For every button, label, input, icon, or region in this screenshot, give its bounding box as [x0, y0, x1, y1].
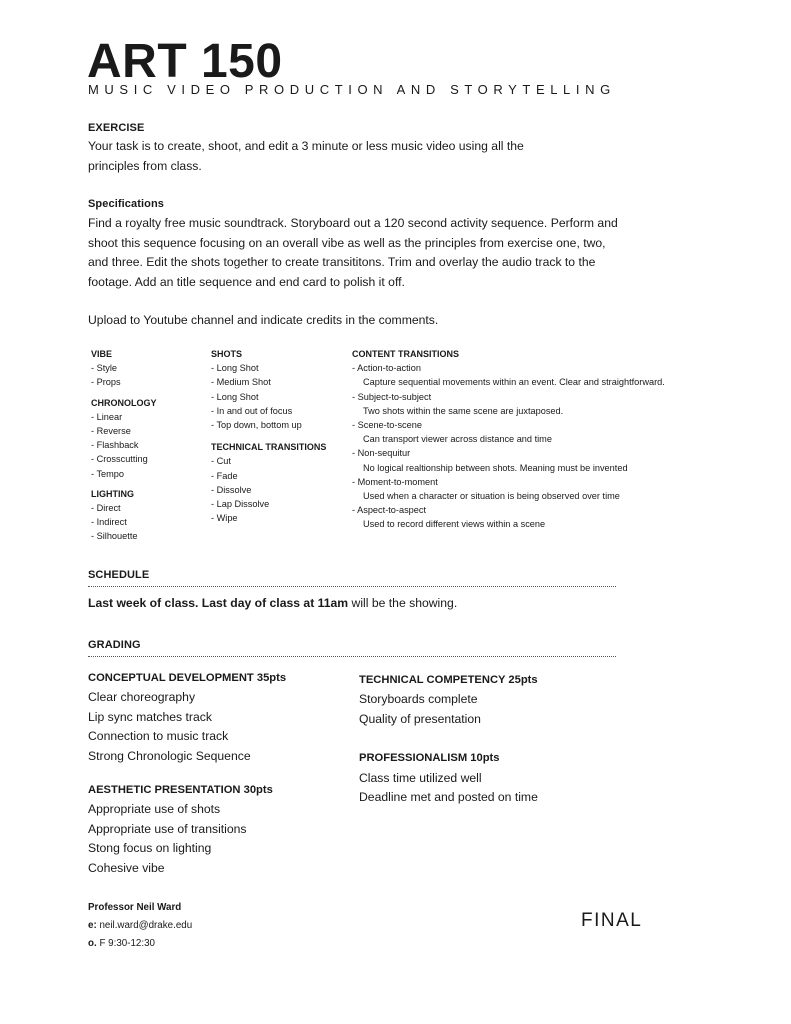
schedule-divider [88, 586, 616, 587]
page-subtitle: MUSIC VIDEO PRODUCTION AND STORYTELLING [88, 82, 616, 97]
list-item: Deadline met and posted on time [359, 790, 538, 805]
professor-office-hours: F 9:30-12:30 [99, 938, 155, 949]
exercise-text: Your task is to create, shoot, and edit a 3 minute or less music video using all the principles from class. [88, 139, 524, 173]
list-item: - Action-to-action [352, 363, 421, 374]
final-label: FINAL [581, 910, 643, 931]
schedule-text [88, 595, 457, 611]
shots-heading: SHOTS [211, 349, 243, 359]
list-item: - Cut [211, 456, 231, 467]
list-item: - Wipe [211, 513, 238, 524]
list-item: - Linear [91, 411, 123, 422]
list-item: - Moment-to-moment [352, 476, 438, 487]
email-label: e [88, 920, 94, 931]
list-item: - Top down, bottom up [211, 420, 302, 431]
list-item: - Direct [91, 503, 121, 514]
list-item: Appropriate use of shots [88, 802, 221, 817]
list-item: - Lap Dissolve [211, 499, 270, 510]
professor-email-row: e: neil.ward@drake.edu [88, 920, 193, 931]
schedule-text-bold: Last week of class. Last day of class at 11am [88, 596, 349, 610]
specifications-text: Find a royalty free music soundtrack. Storyboard out a 120 second activity sequence. Perform and shoot this sequence focusing on an overall vibe as well as the principles from exercise one, two, and three. Edit the shots together to create transititons. Trim and overlay the audio track to the footage. Add an title sequence and end card to polish it off. [88, 216, 618, 289]
content-transitions-heading: CONTENT TRANSITIONS [352, 349, 459, 359]
list-item: Appropriate use of transitions [88, 821, 247, 836]
list-column-3 [352, 347, 682, 532]
schedule-text-rest: will be the showing. [348, 596, 458, 610]
list-item: - Indirect [91, 517, 127, 528]
list-item-description: Capture sequential movements within an event. Clear and straightforward. [363, 377, 665, 388]
list-item: - Silhouette [91, 531, 138, 542]
list-item-description: No logical realtionship between shots. Meaning must be invented [363, 462, 628, 473]
list-item: Strong Chronologic Sequence [88, 748, 251, 763]
list-column-1 [91, 347, 201, 544]
list-item: Storyboards complete [359, 692, 478, 707]
list-item: - Aspect-to-aspect [352, 505, 427, 516]
lighting-heading: LIGHTING [91, 488, 134, 499]
list-item: Quality of presentation [359, 711, 481, 726]
technical-heading: TECHNICAL COMPETENCY 25pts [359, 674, 538, 686]
list-item: - Medium Shot [211, 377, 271, 388]
aesthetic-heading: AESTHETIC PRESENTATION 30pts [88, 784, 273, 797]
list-item: - Tempo [91, 468, 125, 479]
specifications-heading: Specifications [88, 198, 164, 210]
list-item: Connection to music track [88, 729, 229, 744]
professionalism-heading: PROFESSIONALISM 10pts [359, 752, 500, 765]
list-item: - In and out of focus [211, 405, 293, 416]
professor-info [88, 899, 192, 953]
list-item: - Style [91, 363, 118, 374]
list-column-2 [211, 347, 346, 525]
grading-heading: GRADING [88, 639, 141, 651]
exercise-heading: EXERCISE [88, 122, 145, 134]
list-item: - Crosscutting [91, 454, 148, 465]
list-item: - Subject-to-subject [352, 391, 432, 402]
list-item: - Reverse [91, 426, 131, 437]
upload-text: Upload to Youtube channel and indicate credits in the comments. [88, 313, 439, 327]
list-item: - Long Shot [211, 391, 259, 402]
grading-column-right [359, 671, 619, 807]
list-item: Clear choreography [88, 690, 196, 705]
list-item: Cohesive vibe [88, 860, 165, 875]
vibe-heading: VIBE [91, 349, 113, 359]
list-item: - Flashback [91, 440, 139, 451]
list-item: - Long Shot [211, 363, 259, 374]
technical-transitions-heading: TECHNICAL TRANSITIONS [211, 442, 327, 453]
chronology-heading: CHRONOLOGY [91, 397, 157, 408]
list-item-description: Used when a character or situation is being observed over time [363, 491, 620, 502]
list-item: - Dissolve [211, 484, 252, 495]
list-item: Stong focus on lighting [88, 841, 212, 856]
professor-name: Professor Neil Ward [88, 902, 182, 913]
page-title: ART 150 [87, 35, 283, 88]
list-item: - Non-sequitur [352, 448, 411, 459]
grading-divider [88, 656, 616, 657]
office-label: o [88, 938, 94, 949]
grading-column-left [88, 669, 348, 878]
list-item-description: Can transport viewer across distance and time [363, 434, 552, 445]
list-item: - Fade [211, 470, 238, 481]
list-item: Class time utilized well [359, 770, 482, 785]
list-item: - Scene-to-scene [352, 420, 422, 431]
schedule-heading: SCHEDULE [88, 569, 150, 581]
professor-office-row: o. F 9:30-12:30 [88, 938, 155, 949]
list-item-description: Used to record different views within a scene [363, 519, 546, 530]
conceptual-heading: CONCEPTUAL DEVELOPMENT 35pts [88, 672, 287, 684]
list-item-description: Two shots within the same scene are juxtaposed. [363, 405, 564, 416]
list-item: Lip sync matches track [88, 709, 212, 724]
list-item: - Props [91, 377, 121, 388]
professor-email: neil.ward@drake.edu [99, 920, 193, 931]
